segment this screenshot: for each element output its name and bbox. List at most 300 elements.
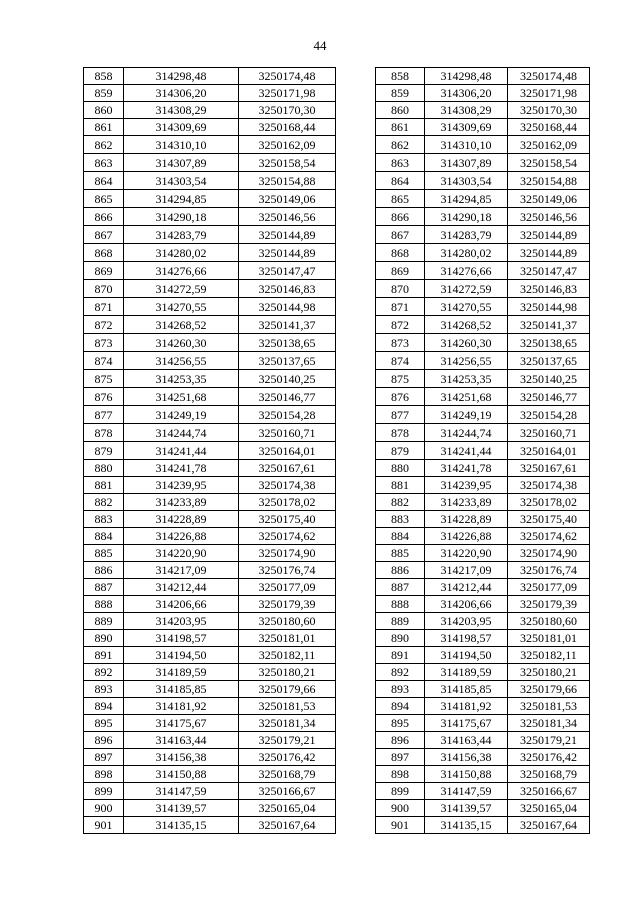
y-coordinate-cell: 3250170,30: [508, 102, 590, 119]
x-coordinate-cell: 314280,02: [425, 244, 508, 262]
x-coordinate-cell: 314212,44: [425, 579, 508, 596]
table-row: [376, 172, 590, 190]
point-number-cell: 880: [376, 460, 425, 477]
point-number-cell: 883: [376, 511, 425, 528]
x-coordinate-cell: 314139,57: [425, 800, 508, 817]
x-coordinate-cell: 314253,35: [124, 370, 239, 388]
table-row: [376, 783, 590, 800]
table-row: [376, 715, 590, 732]
table-row: [84, 172, 336, 190]
y-coordinate-cell: 3250164,01: [239, 442, 336, 460]
x-coordinate-cell: 314306,20: [425, 85, 508, 102]
y-coordinate-cell: 3250181,01: [239, 630, 336, 647]
y-coordinate-cell: 3250180,60: [508, 613, 590, 630]
y-coordinate-cell: 3250182,11: [508, 647, 590, 664]
x-coordinate-cell: 314181,92: [425, 698, 508, 715]
point-number-cell: 881: [84, 477, 124, 494]
x-coordinate-cell: 314228,89: [124, 511, 239, 528]
x-coordinate-cell: 314283,79: [425, 226, 508, 244]
point-number-cell: 885: [84, 545, 124, 562]
table-row: [84, 698, 336, 715]
point-number-cell: 858: [84, 68, 124, 85]
y-coordinate-cell: 3250179,39: [239, 596, 336, 613]
table-row: [84, 334, 336, 352]
y-coordinate-cell: 3250147,47: [508, 262, 590, 280]
x-coordinate-cell: 314298,48: [425, 68, 508, 85]
table-row: [376, 85, 590, 102]
table-row: [376, 579, 590, 596]
y-coordinate-cell: 3250137,65: [239, 352, 336, 370]
y-coordinate-cell: 3250180,21: [239, 664, 336, 681]
table-row: [84, 477, 336, 494]
y-coordinate-cell: 3250162,09: [239, 136, 336, 154]
x-coordinate-cell: 314241,44: [124, 442, 239, 460]
table-row: [84, 424, 336, 442]
x-coordinate-cell: 314256,55: [124, 352, 239, 370]
table-row: [376, 280, 590, 298]
table-row: [84, 630, 336, 647]
table-row: [376, 68, 590, 85]
x-coordinate-cell: 314175,67: [425, 715, 508, 732]
point-number-cell: 870: [376, 280, 425, 298]
x-coordinate-cell: 314189,59: [124, 664, 239, 681]
table-row: [84, 766, 336, 783]
point-number-cell: 887: [84, 579, 124, 596]
point-number-cell: 890: [376, 630, 425, 647]
table-row: [84, 119, 336, 136]
x-coordinate-cell: 314309,69: [124, 119, 239, 136]
y-coordinate-cell: 3250149,06: [239, 190, 336, 208]
y-coordinate-cell: 3250179,66: [239, 681, 336, 698]
point-number-cell: 900: [376, 800, 425, 817]
table-row: [376, 424, 590, 442]
point-number-cell: 876: [376, 388, 425, 406]
point-number-cell: 866: [84, 208, 124, 226]
table-row: [84, 511, 336, 528]
table-row: [84, 208, 336, 226]
point-number-cell: 894: [84, 698, 124, 715]
coordinates-table-right-body: [376, 68, 590, 834]
x-coordinate-cell: 314276,66: [425, 262, 508, 280]
y-coordinate-cell: 3250182,11: [239, 647, 336, 664]
table-row: [84, 732, 336, 749]
x-coordinate-cell: 314308,29: [425, 102, 508, 119]
x-coordinate-cell: 314256,55: [425, 352, 508, 370]
y-coordinate-cell: 3250179,21: [239, 732, 336, 749]
point-number-cell: 884: [84, 528, 124, 545]
table-row: [84, 460, 336, 477]
y-coordinate-cell: 3250181,53: [508, 698, 590, 715]
x-coordinate-cell: 314203,95: [425, 613, 508, 630]
table-row: [376, 352, 590, 370]
x-coordinate-cell: 314233,89: [124, 494, 239, 511]
point-number-cell: 864: [376, 172, 425, 190]
x-coordinate-cell: 314226,88: [425, 528, 508, 545]
point-number-cell: 885: [376, 545, 425, 562]
y-coordinate-cell: 3250140,25: [239, 370, 336, 388]
point-number-cell: 869: [376, 262, 425, 280]
point-number-cell: 863: [84, 154, 124, 172]
point-number-cell: 895: [84, 715, 124, 732]
point-number-cell: 882: [376, 494, 425, 511]
table-row: [84, 190, 336, 208]
y-coordinate-cell: 3250179,39: [508, 596, 590, 613]
point-number-cell: 900: [84, 800, 124, 817]
y-coordinate-cell: 3250144,89: [508, 226, 590, 244]
point-number-cell: 888: [84, 596, 124, 613]
point-number-cell: 866: [376, 208, 425, 226]
x-coordinate-cell: 314306,20: [124, 85, 239, 102]
table-row: [376, 681, 590, 698]
point-number-cell: 883: [84, 511, 124, 528]
x-coordinate-cell: 314228,89: [425, 511, 508, 528]
x-coordinate-cell: 314244,74: [124, 424, 239, 442]
table-row: [84, 613, 336, 630]
point-number-cell: 889: [84, 613, 124, 630]
x-coordinate-cell: 314147,59: [425, 783, 508, 800]
x-coordinate-cell: 314241,44: [425, 442, 508, 460]
point-number-cell: 878: [84, 424, 124, 442]
x-coordinate-cell: 314241,78: [124, 460, 239, 477]
point-number-cell: 898: [84, 766, 124, 783]
point-number-cell: 880: [84, 460, 124, 477]
x-coordinate-cell: 314310,10: [124, 136, 239, 154]
y-coordinate-cell: 3250176,42: [239, 749, 336, 766]
page-number: 44: [313, 38, 327, 53]
x-coordinate-cell: 314290,18: [124, 208, 239, 226]
y-coordinate-cell: 3250138,65: [508, 334, 590, 352]
table-row: [84, 298, 336, 316]
table-row: [376, 154, 590, 172]
x-coordinate-cell: 314181,92: [124, 698, 239, 715]
point-number-cell: 872: [376, 316, 425, 334]
y-coordinate-cell: 3250174,38: [508, 477, 590, 494]
y-coordinate-cell: 3250141,37: [239, 316, 336, 334]
y-coordinate-cell: 3250154,88: [239, 172, 336, 190]
table-row: [376, 732, 590, 749]
y-coordinate-cell: 3250146,83: [508, 280, 590, 298]
y-coordinate-cell: 3250177,09: [239, 579, 336, 596]
x-coordinate-cell: 314244,74: [425, 424, 508, 442]
y-coordinate-cell: 3250170,30: [239, 102, 336, 119]
y-coordinate-cell: 3250174,62: [508, 528, 590, 545]
y-coordinate-cell: 3250140,25: [508, 370, 590, 388]
table-row: [84, 528, 336, 545]
point-number-cell: 898: [376, 766, 425, 783]
y-coordinate-cell: 3250158,54: [508, 154, 590, 172]
table-row: [376, 136, 590, 154]
point-number-cell: 858: [376, 68, 425, 85]
point-number-cell: 884: [376, 528, 425, 545]
point-number-cell: 865: [84, 190, 124, 208]
x-coordinate-cell: 314233,89: [425, 494, 508, 511]
table-row: [84, 681, 336, 698]
x-coordinate-cell: 314253,35: [425, 370, 508, 388]
table-row: [84, 579, 336, 596]
table-row: [376, 545, 590, 562]
y-coordinate-cell: 3250175,40: [239, 511, 336, 528]
x-coordinate-cell: 314163,44: [124, 732, 239, 749]
y-coordinate-cell: 3250174,62: [239, 528, 336, 545]
y-coordinate-cell: 3250174,90: [508, 545, 590, 562]
x-coordinate-cell: 314217,09: [425, 562, 508, 579]
table-row: [376, 528, 590, 545]
y-coordinate-cell: 3250174,90: [239, 545, 336, 562]
x-coordinate-cell: 314251,68: [124, 388, 239, 406]
x-coordinate-cell: 314249,19: [425, 406, 508, 424]
table-row: [84, 388, 336, 406]
point-number-cell: 893: [376, 681, 425, 698]
point-number-cell: 875: [84, 370, 124, 388]
x-coordinate-cell: 314307,89: [124, 154, 239, 172]
point-number-cell: 879: [84, 442, 124, 460]
x-coordinate-cell: 314270,55: [425, 298, 508, 316]
table-row: [84, 136, 336, 154]
point-number-cell: 881: [376, 477, 425, 494]
table-row: [84, 817, 336, 834]
x-coordinate-cell: 314298,48: [124, 68, 239, 85]
point-number-cell: 868: [376, 244, 425, 262]
table-row: [84, 68, 336, 85]
x-coordinate-cell: 314212,44: [124, 579, 239, 596]
x-coordinate-cell: 314220,90: [425, 545, 508, 562]
point-number-cell: 887: [376, 579, 425, 596]
table-row: [84, 316, 336, 334]
point-number-cell: 877: [376, 406, 425, 424]
x-coordinate-cell: 314206,66: [425, 596, 508, 613]
y-coordinate-cell: 3250146,56: [508, 208, 590, 226]
table-row: [376, 596, 590, 613]
point-number-cell: 894: [376, 698, 425, 715]
y-coordinate-cell: 3250176,42: [508, 749, 590, 766]
x-coordinate-cell: 314135,15: [124, 817, 239, 834]
y-coordinate-cell: 3250168,79: [239, 766, 336, 783]
y-coordinate-cell: 3250168,44: [239, 119, 336, 136]
table-row: [376, 388, 590, 406]
y-coordinate-cell: 3250147,47: [239, 262, 336, 280]
point-number-cell: 869: [84, 262, 124, 280]
x-coordinate-cell: 314308,29: [124, 102, 239, 119]
table-row: [376, 477, 590, 494]
x-coordinate-cell: 314260,30: [124, 334, 239, 352]
y-coordinate-cell: 3250176,74: [508, 562, 590, 579]
point-number-cell: 861: [376, 119, 425, 136]
point-number-cell: 878: [376, 424, 425, 442]
x-coordinate-cell: 314220,90: [124, 545, 239, 562]
table-row: [376, 102, 590, 119]
table-row: [376, 698, 590, 715]
point-number-cell: 875: [376, 370, 425, 388]
point-number-cell: 871: [376, 298, 425, 316]
y-coordinate-cell: 3250158,54: [239, 154, 336, 172]
point-number-cell: 862: [376, 136, 425, 154]
table-row: [376, 630, 590, 647]
x-coordinate-cell: 314156,38: [124, 749, 239, 766]
y-coordinate-cell: 3250165,04: [508, 800, 590, 817]
point-number-cell: 860: [376, 102, 425, 119]
point-number-cell: 892: [84, 664, 124, 681]
x-coordinate-cell: 314280,02: [124, 244, 239, 262]
table-row: [376, 119, 590, 136]
x-coordinate-cell: 314272,59: [124, 280, 239, 298]
y-coordinate-cell: 3250160,71: [508, 424, 590, 442]
table-row: [376, 613, 590, 630]
point-number-cell: 895: [376, 715, 425, 732]
y-coordinate-cell: 3250144,89: [508, 244, 590, 262]
y-coordinate-cell: 3250181,01: [508, 630, 590, 647]
x-coordinate-cell: 314194,50: [425, 647, 508, 664]
point-number-cell: 874: [376, 352, 425, 370]
y-coordinate-cell: 3250171,98: [508, 85, 590, 102]
x-coordinate-cell: 314175,67: [124, 715, 239, 732]
point-number-cell: 901: [376, 817, 425, 834]
table-row: [376, 406, 590, 424]
x-coordinate-cell: 314272,59: [425, 280, 508, 298]
x-coordinate-cell: 314249,19: [124, 406, 239, 424]
x-coordinate-cell: 314268,52: [124, 316, 239, 334]
y-coordinate-cell: 3250166,67: [508, 783, 590, 800]
y-coordinate-cell: 3250149,06: [508, 190, 590, 208]
y-coordinate-cell: 3250180,21: [508, 664, 590, 681]
y-coordinate-cell: 3250146,56: [239, 208, 336, 226]
point-number-cell: 891: [84, 647, 124, 664]
point-number-cell: 891: [376, 647, 425, 664]
x-coordinate-cell: 314290,18: [425, 208, 508, 226]
table-row: [376, 262, 590, 280]
x-coordinate-cell: 314260,30: [425, 334, 508, 352]
x-coordinate-cell: 314239,95: [124, 477, 239, 494]
y-coordinate-cell: 3250160,71: [239, 424, 336, 442]
table-row: [376, 562, 590, 579]
y-coordinate-cell: 3250154,88: [508, 172, 590, 190]
table-row: [376, 817, 590, 834]
table-row: [84, 783, 336, 800]
table-row: [84, 226, 336, 244]
y-coordinate-cell: 3250171,98: [239, 85, 336, 102]
y-coordinate-cell: 3250154,28: [239, 406, 336, 424]
point-number-cell: 862: [84, 136, 124, 154]
x-coordinate-cell: 314268,52: [425, 316, 508, 334]
y-coordinate-cell: 3250162,09: [508, 136, 590, 154]
table-row: [376, 370, 590, 388]
y-coordinate-cell: 3250178,02: [508, 494, 590, 511]
point-number-cell: 888: [376, 596, 425, 613]
x-coordinate-cell: 314139,57: [124, 800, 239, 817]
point-number-cell: 889: [376, 613, 425, 630]
y-coordinate-cell: 3250177,09: [508, 579, 590, 596]
table-row: [84, 800, 336, 817]
table-row: [376, 442, 590, 460]
y-coordinate-cell: 3250181,34: [239, 715, 336, 732]
table-row: [84, 154, 336, 172]
point-number-cell: 864: [84, 172, 124, 190]
point-number-cell: 896: [84, 732, 124, 749]
point-number-cell: 871: [84, 298, 124, 316]
x-coordinate-cell: 314185,85: [124, 681, 239, 698]
y-coordinate-cell: 3250168,44: [508, 119, 590, 136]
table-row: [376, 749, 590, 766]
table-row: [84, 596, 336, 613]
table-row: [84, 664, 336, 681]
y-coordinate-cell: 3250144,89: [239, 226, 336, 244]
y-coordinate-cell: 3250166,67: [239, 783, 336, 800]
point-number-cell: 893: [84, 681, 124, 698]
x-coordinate-cell: 314303,54: [425, 172, 508, 190]
point-number-cell: 859: [376, 85, 425, 102]
x-coordinate-cell: 314147,59: [124, 783, 239, 800]
point-number-cell: 897: [376, 749, 425, 766]
y-coordinate-cell: 3250167,61: [508, 460, 590, 477]
point-number-cell: 876: [84, 388, 124, 406]
y-coordinate-cell: 3250181,34: [508, 715, 590, 732]
y-coordinate-cell: 3250175,40: [508, 511, 590, 528]
table-row: [84, 370, 336, 388]
x-coordinate-cell: 314156,38: [425, 749, 508, 766]
y-coordinate-cell: 3250167,64: [508, 817, 590, 834]
coordinates-table-left: [83, 67, 336, 834]
y-coordinate-cell: 3250179,66: [508, 681, 590, 698]
x-coordinate-cell: 314206,66: [124, 596, 239, 613]
y-coordinate-cell: 3250144,89: [239, 244, 336, 262]
point-number-cell: 867: [84, 226, 124, 244]
table-row: [84, 262, 336, 280]
table-row: [84, 442, 336, 460]
y-coordinate-cell: 3250146,77: [508, 388, 590, 406]
table-row: [376, 511, 590, 528]
y-coordinate-cell: 3250174,38: [239, 477, 336, 494]
y-coordinate-cell: 3250168,79: [508, 766, 590, 783]
table-row: [84, 102, 336, 119]
x-coordinate-cell: 314294,85: [124, 190, 239, 208]
table-row: [376, 190, 590, 208]
x-coordinate-cell: 314239,95: [425, 477, 508, 494]
point-number-cell: 892: [376, 664, 425, 681]
y-coordinate-cell: 3250141,37: [508, 316, 590, 334]
x-coordinate-cell: 314241,78: [425, 460, 508, 477]
x-coordinate-cell: 314198,57: [425, 630, 508, 647]
y-coordinate-cell: 3250179,21: [508, 732, 590, 749]
table-row: [84, 545, 336, 562]
point-number-cell: 882: [84, 494, 124, 511]
point-number-cell: 872: [84, 316, 124, 334]
point-number-cell: 886: [376, 562, 425, 579]
y-coordinate-cell: 3250181,53: [239, 698, 336, 715]
table-row: [376, 316, 590, 334]
table-row: [84, 352, 336, 370]
x-coordinate-cell: 314163,44: [425, 732, 508, 749]
y-coordinate-cell: 3250146,77: [239, 388, 336, 406]
x-coordinate-cell: 314283,79: [124, 226, 239, 244]
x-coordinate-cell: 314226,88: [124, 528, 239, 545]
x-coordinate-cell: 314189,59: [425, 664, 508, 681]
table-row: [376, 244, 590, 262]
table-row: [376, 800, 590, 817]
x-coordinate-cell: 314185,85: [425, 681, 508, 698]
point-number-cell: 896: [376, 732, 425, 749]
point-number-cell: 874: [84, 352, 124, 370]
y-coordinate-cell: 3250165,04: [239, 800, 336, 817]
y-coordinate-cell: 3250174,48: [239, 68, 336, 85]
point-number-cell: 873: [84, 334, 124, 352]
point-number-cell: 863: [376, 154, 425, 172]
table-row: [84, 406, 336, 424]
y-coordinate-cell: 3250167,64: [239, 817, 336, 834]
point-number-cell: 890: [84, 630, 124, 647]
table-row: [84, 280, 336, 298]
y-coordinate-cell: 3250178,02: [239, 494, 336, 511]
table-row: [376, 460, 590, 477]
y-coordinate-cell: 3250167,61: [239, 460, 336, 477]
